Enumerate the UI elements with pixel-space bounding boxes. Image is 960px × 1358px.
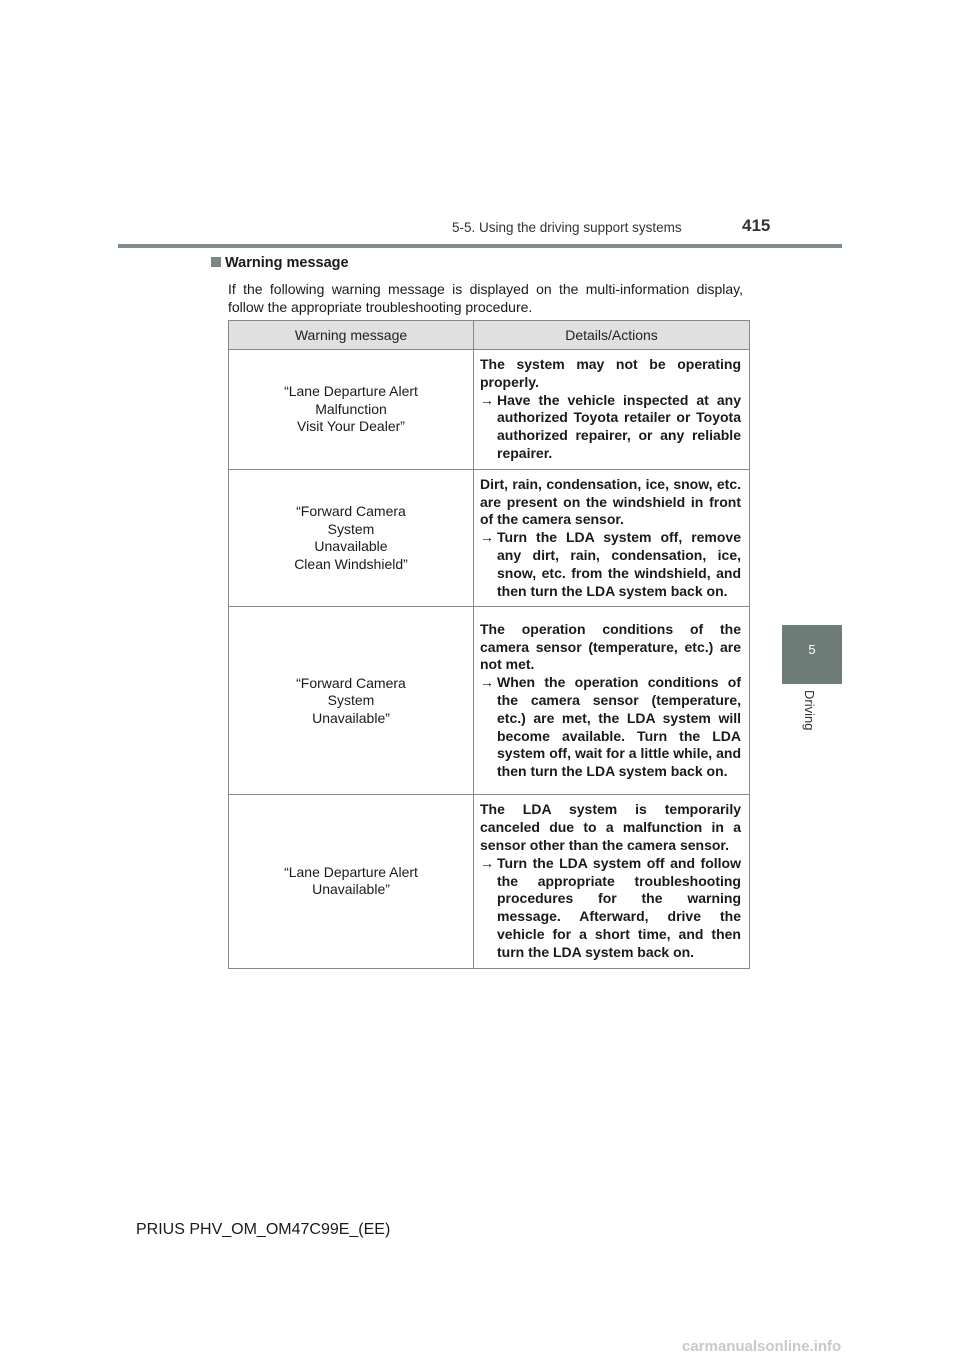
square-bullet-icon: [211, 257, 221, 267]
warning-message-cell: [229, 795, 474, 968]
action-item: [480, 855, 741, 962]
message-line: Unavailable”: [312, 881, 390, 898]
arrow-icon: →: [480, 674, 494, 691]
message-line: Unavailable”: [312, 709, 390, 726]
warning-message-cell: [229, 607, 474, 795]
message-line: “Lane Departure Alert: [284, 863, 418, 880]
header-divider: [118, 244, 842, 248]
warning-message-table: [228, 320, 750, 969]
chapter-tab-label: Driving: [802, 690, 817, 731]
details-cell: [474, 607, 750, 795]
message-line: Clean Windshield”: [294, 555, 408, 572]
message-line: Malfunction: [315, 400, 387, 417]
message-line: System: [327, 692, 375, 709]
action-text: Turn the LDA system off and follow the appropriate troubleshooting procedures for the warning message. Afterward, drive the vehicle for a short time, and then turn the LDA system back on.: [497, 854, 741, 960]
action-text: When the operation conditions of the camera sensor (temperature, etc.) are met, the LDA system will become available. Turn the LDA system off, wait for a little while, and then turn the LDA system back on.: [497, 674, 741, 780]
table-row: [229, 350, 750, 470]
arrow-icon: →: [480, 854, 494, 871]
message-line: “Lane Departure Alert: [284, 383, 418, 400]
action-text: Have the vehicle inspected at any authorized Toyota retailer or Toyota authorized repairer, or any reliable repairer.: [497, 391, 741, 461]
action-item: [480, 529, 741, 600]
action-item: [480, 392, 741, 463]
message-line: Unavailable: [314, 538, 388, 555]
section-heading-text: Warning message: [225, 255, 349, 271]
warning-message-cell: [229, 350, 474, 470]
details-cell: [474, 350, 750, 470]
document-code: PRIUS PHV_OM_OM47C99E_(EE): [136, 1221, 391, 1238]
page-number: 415: [742, 216, 771, 235]
message-line: “Forward Camera: [296, 674, 406, 691]
watermark: carmanualsonline.info: [682, 1338, 842, 1355]
action-text: Turn the LDA system off, remove any dirt, rain, condensation, ice, snow, etc. from the windshield, and then turn the LDA system back on.: [497, 529, 741, 599]
running-header-section: 5-5. Using the driving support systems: [452, 220, 682, 235]
message-line: System: [327, 520, 375, 537]
intro-paragraph: If the following warning message is displayed on the multi-information display, follow the appropriate troubleshooting procedure.: [228, 281, 743, 315]
column-header: Warning message: [229, 321, 474, 350]
section-heading: [211, 255, 349, 271]
action-item: [480, 674, 741, 781]
table-header-row: [229, 321, 750, 350]
warning-message-cell: [229, 469, 474, 607]
message-line: “Forward Camera: [296, 503, 406, 520]
cause-text: The system may not be operating properly.: [480, 356, 741, 390]
cause-text: The LDA system is temporarily canceled due to a malfunction in a sensor other than the camera sensor.: [480, 801, 741, 853]
details-cell: [474, 469, 750, 607]
column-header: Details/Actions: [474, 321, 750, 350]
table-row: [229, 607, 750, 795]
arrow-icon: →: [480, 391, 494, 408]
cause-text: Dirt, rain, condensation, ice, snow, etc. are present on the windshield in front of the camera sensor.: [480, 475, 741, 528]
message-line: Visit Your Dealer”: [297, 418, 405, 435]
details-cell: [474, 795, 750, 968]
table-row: [229, 469, 750, 607]
cause-text: The operation conditions of the camera sensor (temperature, etc.) are not met.: [480, 620, 741, 673]
chapter-tab-number: 5: [808, 642, 816, 657]
table-row: [229, 795, 750, 968]
arrow-icon: →: [480, 529, 494, 546]
